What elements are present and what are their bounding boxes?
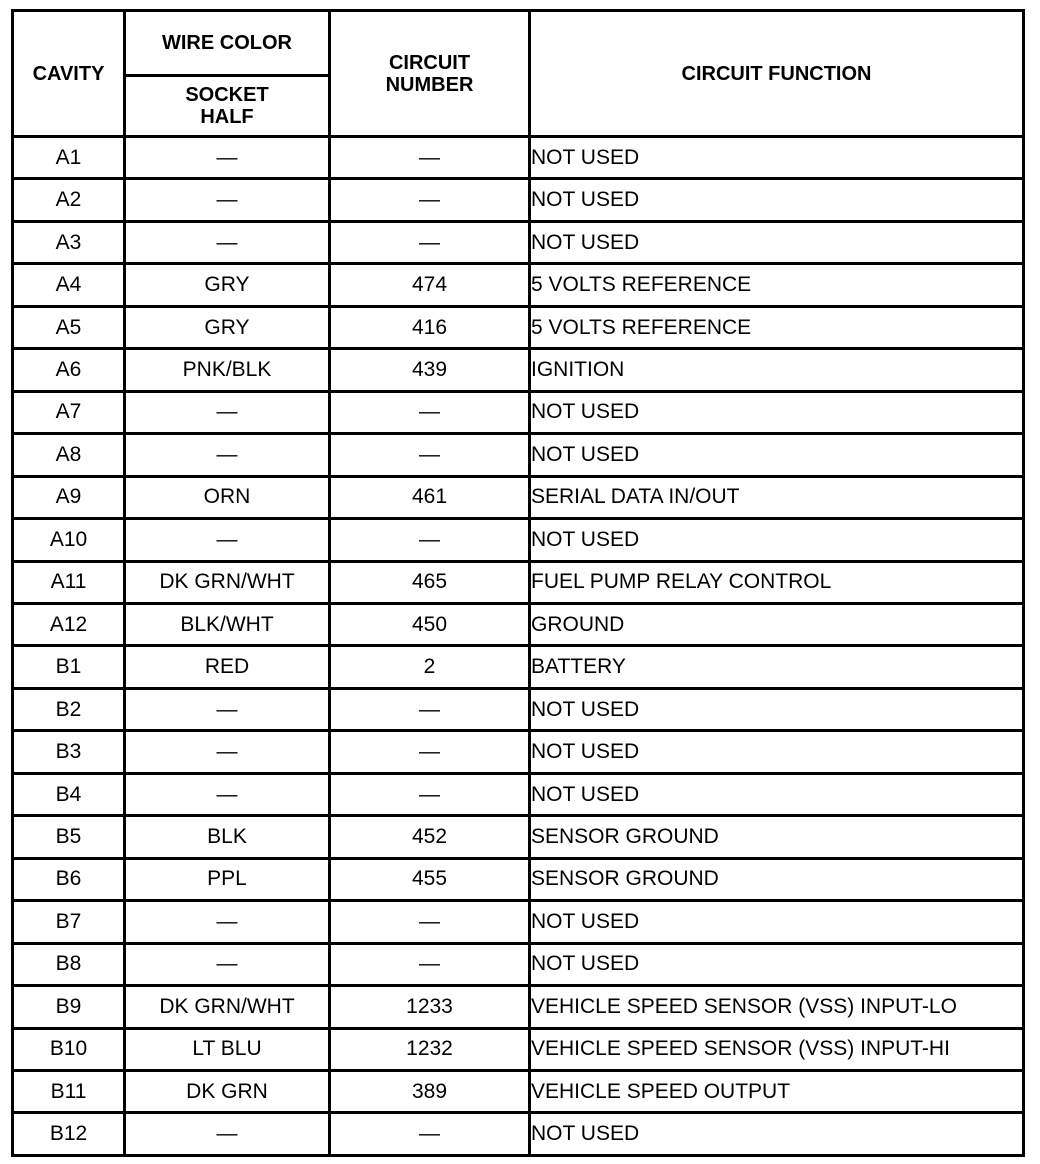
circuit-number-cell: —	[330, 731, 530, 773]
cavity-cell: A11	[13, 561, 125, 603]
circuit-number-cell: 1233	[330, 986, 530, 1028]
wire-color-cell: —	[125, 773, 330, 815]
circuit-number-cell: —	[330, 943, 530, 985]
cavity-cell: A10	[13, 519, 125, 561]
table-row	[13, 858, 1024, 900]
circuit-function-cell: NOT USED	[530, 773, 1024, 815]
circuit-function-cell: VEHICLE SPEED SENSOR (VSS) INPUT-LO	[530, 986, 1024, 1028]
cavity-cell: A9	[13, 476, 125, 518]
socket-half-label: SOCKET HALF	[185, 84, 269, 128]
circuit-number-cell: —	[330, 688, 530, 730]
cavity-cell: A5	[13, 306, 125, 348]
circuit-number-cell: 474	[330, 264, 530, 306]
circuit-number-cell: 416	[330, 306, 530, 348]
table-row	[13, 519, 1024, 561]
table-row	[13, 688, 1024, 730]
table-row	[13, 137, 1024, 179]
circuit-function-cell: NOT USED	[530, 434, 1024, 476]
wire-color-cell: —	[125, 943, 330, 985]
cavity-cell: B12	[13, 1113, 125, 1156]
table-row	[13, 476, 1024, 518]
table-row	[13, 943, 1024, 985]
circuit-number-cell: —	[330, 179, 530, 221]
wire-color-cell: —	[125, 137, 330, 179]
table-row	[13, 434, 1024, 476]
table-body	[13, 137, 1024, 1156]
table-row	[13, 1070, 1024, 1112]
wire-color-cell: —	[125, 519, 330, 561]
circuit-function-cell: NOT USED	[530, 391, 1024, 433]
cavity-cell: A6	[13, 349, 125, 391]
cavity-cell: A1	[13, 137, 125, 179]
circuit-function-cell: NOT USED	[530, 1113, 1024, 1156]
cavity-cell: B2	[13, 688, 125, 730]
cavity-cell: B3	[13, 731, 125, 773]
circuit-function-cell: SENSOR GROUND	[530, 816, 1024, 858]
circuit-function-cell: SERIAL DATA IN/OUT	[530, 476, 1024, 518]
table-row	[13, 1028, 1024, 1070]
column-header-wire-color: WIRE COLOR	[125, 11, 330, 76]
wire-color-cell: —	[125, 221, 330, 263]
circuit-function-cell: BATTERY	[530, 646, 1024, 688]
cavity-cell: A8	[13, 434, 125, 476]
circuit-number-cell: —	[330, 391, 530, 433]
circuit-number-cell: 450	[330, 603, 530, 645]
circuit-number-cell: —	[330, 519, 530, 561]
table-row	[13, 264, 1024, 306]
circuit-function-cell: VEHICLE SPEED OUTPUT	[530, 1070, 1024, 1112]
cavity-cell: A4	[13, 264, 125, 306]
cavity-cell: B11	[13, 1070, 125, 1112]
wire-color-cell: —	[125, 688, 330, 730]
table-row	[13, 816, 1024, 858]
circuit-number-cell: 461	[330, 476, 530, 518]
table-row	[13, 179, 1024, 221]
circuit-function-cell: NOT USED	[530, 731, 1024, 773]
circuit-function-cell: NOT USED	[530, 688, 1024, 730]
circuit-number-cell: —	[330, 773, 530, 815]
circuit-function-cell: NOT USED	[530, 943, 1024, 985]
circuit-function-cell: 5 VOLTS REFERENCE	[530, 306, 1024, 348]
wire-color-cell: DK GRN/WHT	[125, 561, 330, 603]
column-header-circuit-function: CIRCUIT FUNCTION	[530, 11, 1024, 137]
table-row	[13, 221, 1024, 263]
cavity-cell: A7	[13, 391, 125, 433]
wire-color-cell: PPL	[125, 858, 330, 900]
circuit-function-cell: NOT USED	[530, 901, 1024, 943]
circuit-number-cell: —	[330, 1113, 530, 1156]
column-header-cavity: CAVITY	[13, 11, 125, 137]
table-row	[13, 391, 1024, 433]
wire-color-cell: LT BLU	[125, 1028, 330, 1070]
circuit-function-cell: NOT USED	[530, 137, 1024, 179]
circuit-number-cell: 455	[330, 858, 530, 900]
circuit-number-cell: —	[330, 137, 530, 179]
table-row	[13, 603, 1024, 645]
circuit-function-cell: 5 VOLTS REFERENCE	[530, 264, 1024, 306]
table-row	[13, 349, 1024, 391]
table-row	[13, 901, 1024, 943]
table-row	[13, 1113, 1024, 1156]
column-header-circuit-number	[330, 11, 530, 137]
circuit-function-cell: GROUND	[530, 603, 1024, 645]
table-header	[13, 11, 1024, 137]
connector-pinout-table	[11, 9, 1025, 1157]
circuit-number-cell: 452	[330, 816, 530, 858]
circuit-number-cell: —	[330, 434, 530, 476]
table-row	[13, 646, 1024, 688]
cavity-cell: A12	[13, 603, 125, 645]
cavity-cell: B1	[13, 646, 125, 688]
circuit-function-cell: IGNITION	[530, 349, 1024, 391]
circuit-number-cell: 2	[330, 646, 530, 688]
circuit-number-cell: —	[330, 901, 530, 943]
wire-color-cell: —	[125, 179, 330, 221]
table-row	[13, 306, 1024, 348]
wire-color-cell: DK GRN	[125, 1070, 330, 1112]
wire-color-cell: —	[125, 391, 330, 433]
wire-color-cell: —	[125, 1113, 330, 1156]
wire-color-cell: RED	[125, 646, 330, 688]
circuit-function-cell: NOT USED	[530, 221, 1024, 263]
circuit-number-cell: 465	[330, 561, 530, 603]
cavity-cell: B4	[13, 773, 125, 815]
wire-color-cell: PNK/BLK	[125, 349, 330, 391]
circuit-function-cell: NOT USED	[530, 519, 1024, 561]
circuit-function-cell: NOT USED	[530, 179, 1024, 221]
wire-color-cell: BLK	[125, 816, 330, 858]
table-row	[13, 986, 1024, 1028]
circuit-number-cell: 1232	[330, 1028, 530, 1070]
table-row	[13, 773, 1024, 815]
cavity-cell: B8	[13, 943, 125, 985]
circuit-number-cell: 389	[330, 1070, 530, 1112]
circuit-number-cell: 439	[330, 349, 530, 391]
wire-color-cell: —	[125, 901, 330, 943]
wire-color-cell: GRY	[125, 306, 330, 348]
circuit-number-label: CIRCUIT NUMBER	[385, 51, 474, 96]
wire-color-cell: —	[125, 731, 330, 773]
wire-color-cell: BLK/WHT	[125, 603, 330, 645]
table-row	[13, 731, 1024, 773]
connector-pinout-sheet	[11, 9, 1022, 1157]
cavity-cell: B6	[13, 858, 125, 900]
table-row	[13, 561, 1024, 603]
circuit-function-cell: FUEL PUMP RELAY CONTROL	[530, 561, 1024, 603]
cavity-cell: B5	[13, 816, 125, 858]
wire-color-cell: ORN	[125, 476, 330, 518]
cavity-cell: A2	[13, 179, 125, 221]
circuit-number-cell: —	[330, 221, 530, 263]
cavity-cell: B10	[13, 1028, 125, 1070]
wire-color-cell: —	[125, 434, 330, 476]
column-subheader-socket-half	[125, 76, 330, 137]
cavity-cell: B7	[13, 901, 125, 943]
cavity-cell: A3	[13, 221, 125, 263]
circuit-function-cell: SENSOR GROUND	[530, 858, 1024, 900]
wire-color-cell: DK GRN/WHT	[125, 986, 330, 1028]
circuit-function-cell: VEHICLE SPEED SENSOR (VSS) INPUT-HI	[530, 1028, 1024, 1070]
wire-color-cell: GRY	[125, 264, 330, 306]
cavity-cell: B9	[13, 986, 125, 1028]
